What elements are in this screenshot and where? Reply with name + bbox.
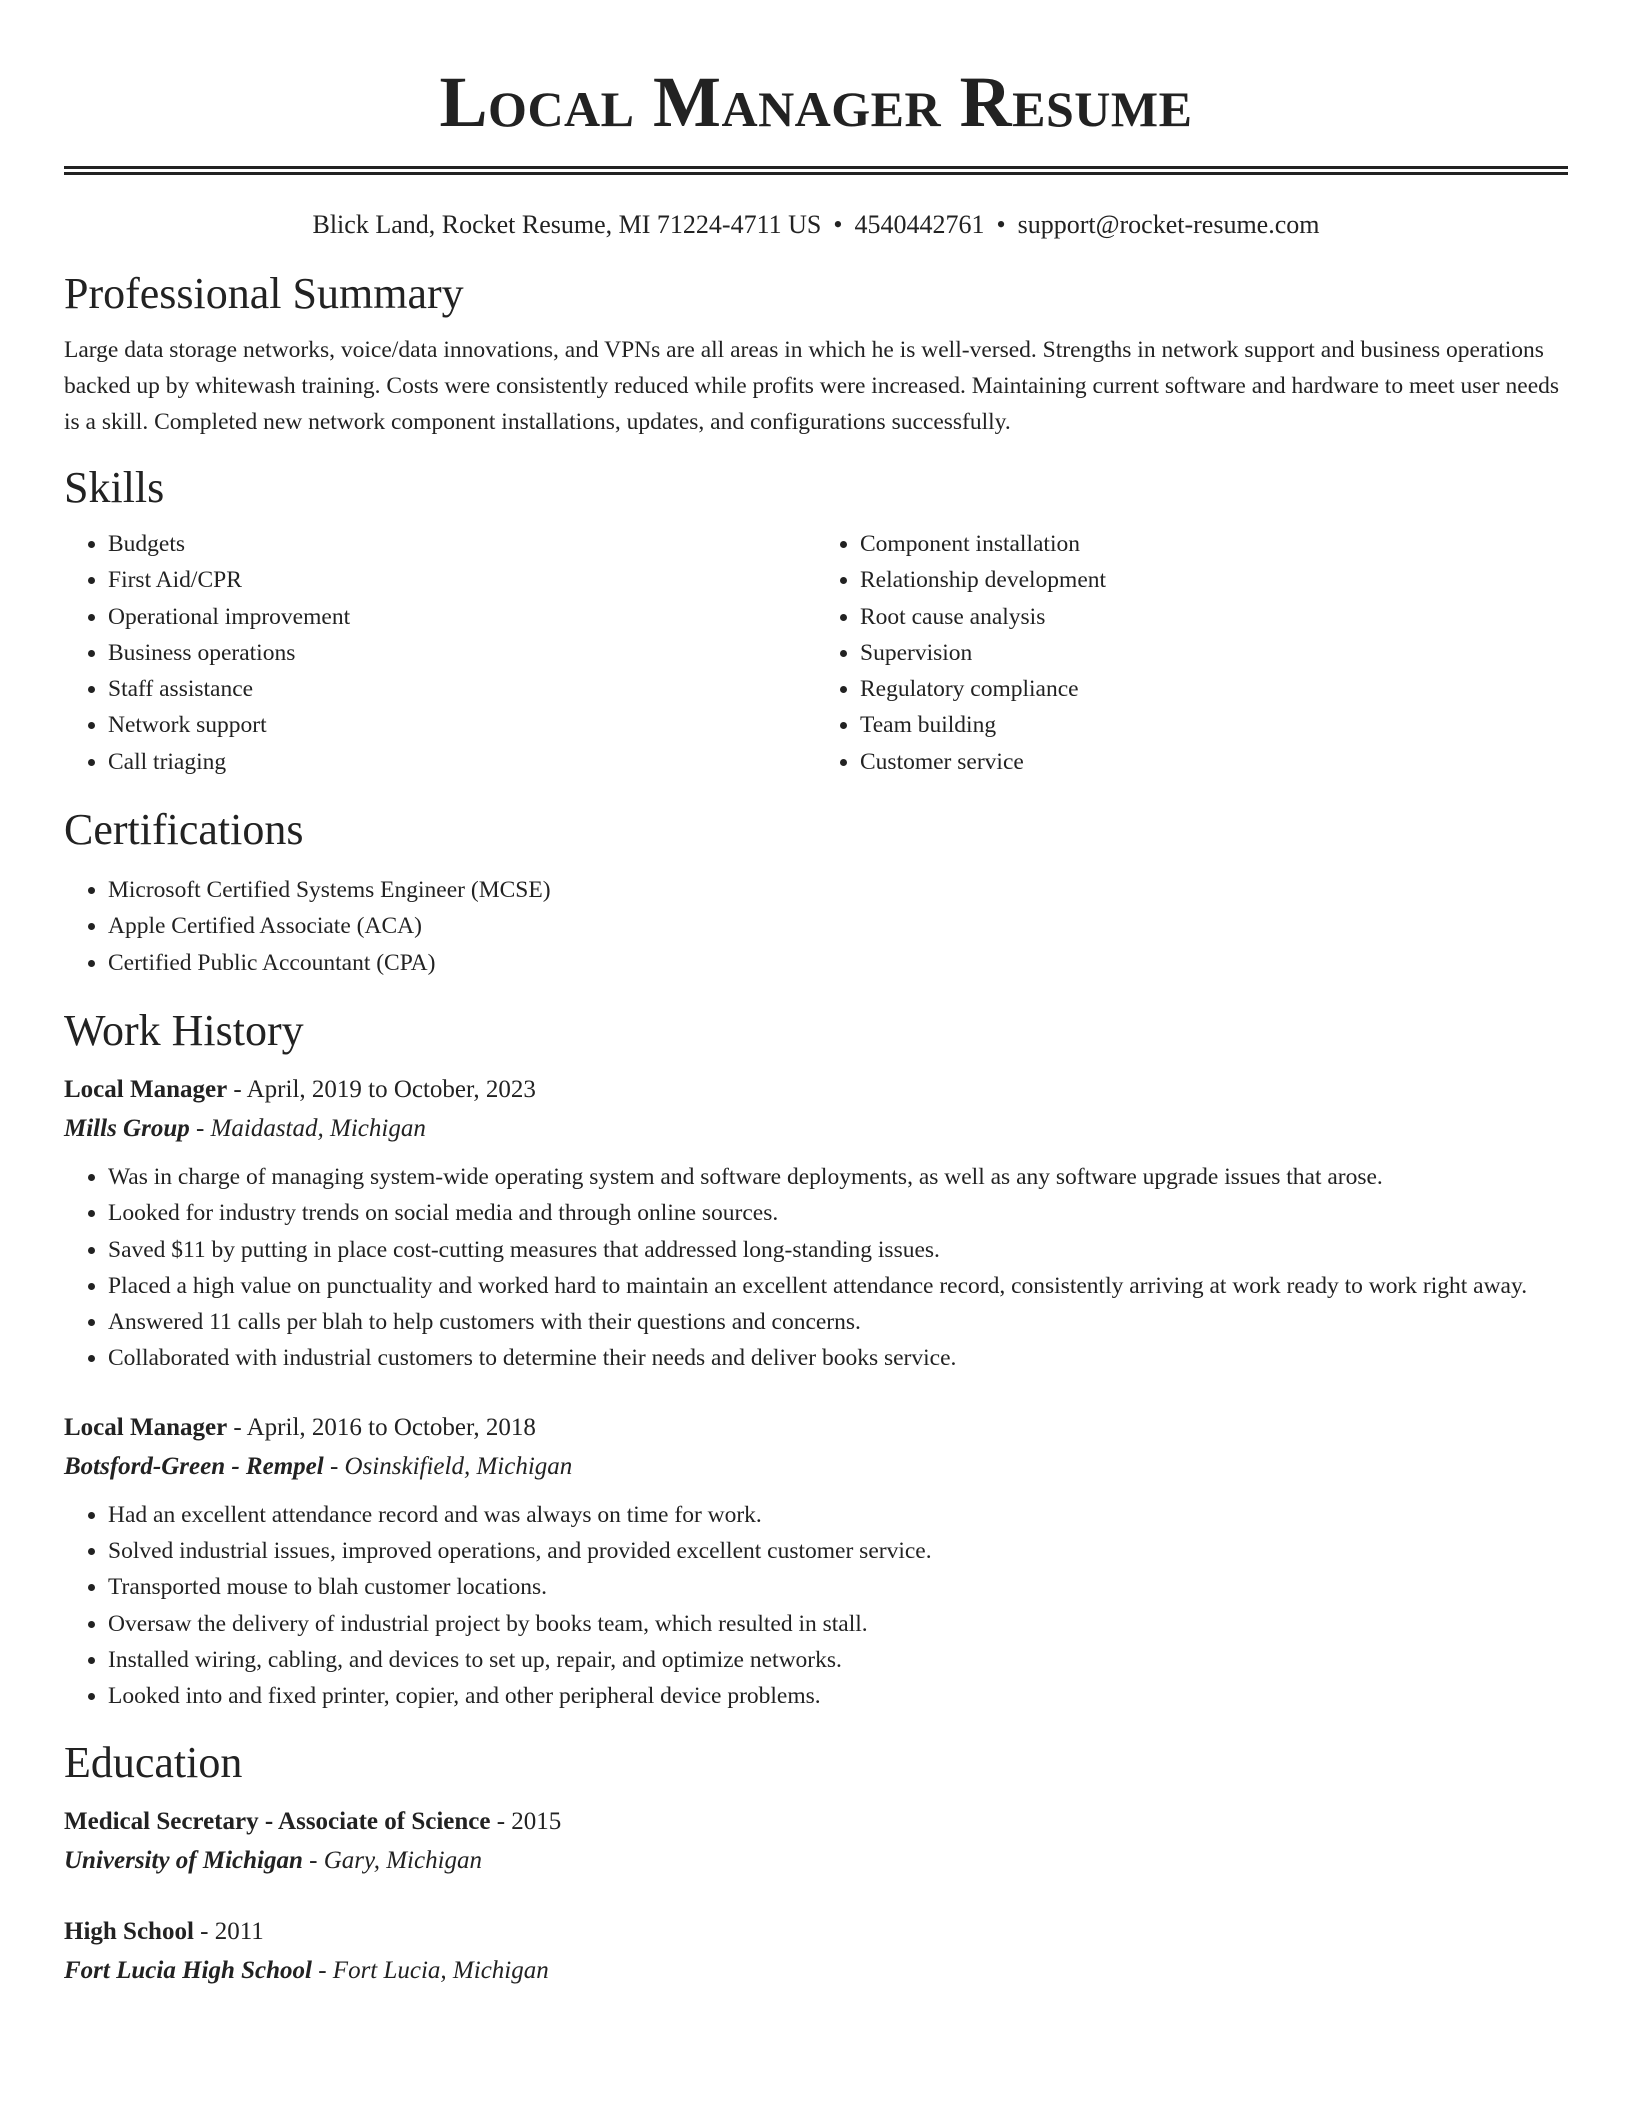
contact-email: support@rocket-resume.com [1017, 210, 1320, 239]
job-duty-item: • Had an excellent attendance record and was always on time for work. [108, 1497, 1568, 1533]
skill-item: • Team building [860, 707, 1568, 743]
job-duties-list [64, 1497, 1568, 1715]
skill-item: • Component installation [860, 526, 1568, 562]
education-year: - 2015 [490, 1807, 562, 1835]
job-duty-item: • Oversaw the delivery of industrial project by books team, which resulted in stall. [108, 1606, 1568, 1642]
skill-item: • Budgets [108, 526, 816, 562]
skill-item: • Root cause analysis [860, 599, 1568, 635]
job-duty-item: • Saved $11 by putting in place cost-cutting measures that addressed long-standing issues. [108, 1232, 1568, 1268]
job-duties-list [64, 1159, 1568, 1377]
education-degree: Medical Secretary - Associate of Science [64, 1807, 491, 1835]
job-duty-item: • Solved industrial issues, improved operations, and provided excellent customer service. [108, 1533, 1568, 1569]
skills-list-left [64, 526, 816, 780]
education-school: Fort Lucia High School [64, 1956, 312, 1984]
education-degree-line [64, 1803, 1568, 1841]
certification-item: • Microsoft Certified Systems Engineer (MCSE) [108, 872, 1568, 908]
job-duty-item: • Installed wiring, cabling, and devices to set up, repair, and optimize networks. [108, 1642, 1568, 1678]
summary-heading: Professional Summary [64, 269, 464, 318]
title-divider [64, 166, 1568, 175]
skill-item: • Customer service [860, 744, 1568, 780]
skill-item: • Business operations [108, 635, 816, 671]
skill-item: • Staff assistance [108, 671, 816, 707]
skill-item: • Operational improvement [108, 599, 816, 635]
summary-text: Large data storage networks, voice/data innovations, and VPNs are all areas in which he is well-versed. Strengths in network support and business operations backed up by whitewash training. Costs were consistently reduced while profits were increased. Maintaining current software and hardware to meet user needs is a skill. Completed new network component installations, updates, and configurations successfully. [64, 337, 1560, 435]
job-duty-item: • Looked for industry trends on social media and through online sources. [108, 1195, 1568, 1231]
skill-item: • Call triaging [108, 744, 816, 780]
job-duty-item: • Looked into and fixed printer, copier, and other peripheral device problems. [108, 1678, 1568, 1714]
skills-list-right [816, 526, 1568, 780]
education-year: - 2011 [193, 1917, 264, 1945]
skill-item: • Network support [108, 707, 816, 743]
job-duty-item: • Collaborated with industrial customers to determine their needs and deliver books service. [108, 1340, 1568, 1376]
education-location: - Fort Lucia, Michigan [311, 1956, 549, 1984]
job-company-line [64, 1109, 1568, 1149]
job-title: Local Manager [64, 1413, 228, 1441]
work-history-heading: Work History [64, 1005, 304, 1055]
job-dates: - April, 2019 to October, 2023 [227, 1075, 536, 1103]
skills-columns [64, 526, 1568, 780]
education-heading: Education [64, 1737, 243, 1787]
certifications-list [64, 872, 1568, 981]
job-duty-item: • Transported mouse to blah customer locations. [108, 1569, 1568, 1605]
contact-line [64, 208, 1568, 242]
job-company: Botsford-Green - Rempel [64, 1452, 324, 1480]
certifications-heading: Certifications [64, 805, 304, 855]
job-title-line [64, 1071, 1568, 1109]
education-school-line [64, 1951, 1568, 1991]
education-school: University of Michigan [64, 1846, 303, 1874]
education-school-line [64, 1841, 1568, 1881]
resume-title: Local Manager Resume [439, 62, 1193, 142]
skills-heading: Skills [64, 463, 165, 512]
skill-item: • Regulatory compliance [860, 671, 1568, 707]
skill-item: • First Aid/CPR [108, 562, 816, 598]
job-company-line [64, 1447, 1568, 1487]
skill-item: • Supervision [860, 635, 1568, 671]
skill-item: • Relationship development [860, 562, 1568, 598]
contact-phone: 4540442761 [854, 210, 985, 239]
job-duty-item: • Answered 11 calls per blah to help customers with their questions and concerns. [108, 1304, 1568, 1340]
education-degree-line [64, 1913, 1568, 1951]
job-location: - Osinskifield, Michigan [323, 1452, 573, 1480]
contact-separator: • [996, 210, 1006, 239]
job-title: Local Manager [64, 1075, 228, 1103]
job-duty-item: • Was in charge of managing system-wide operating system and software deployments, as well as any software upgrade issues that arose. [108, 1159, 1568, 1195]
education-location: - Gary, Michigan [302, 1846, 483, 1874]
job-duty-item: • Placed a high value on punctuality and worked hard to maintain an excellent attendance record, consistently arriving at work ready to work right away. [108, 1268, 1568, 1304]
certification-item: • Apple Certified Associate (ACA) [108, 908, 1568, 944]
certification-item: • Certified Public Accountant (CPA) [108, 945, 1568, 981]
contact-address: Blick Land, Rocket Resume, MI 71224-4711 US [312, 210, 822, 239]
job-location: - Maidastad, Michigan [189, 1114, 426, 1142]
job-company: Mills Group [64, 1114, 190, 1142]
job-title-line [64, 1409, 1568, 1447]
education-degree: High School [64, 1917, 194, 1945]
contact-separator: • [833, 210, 843, 239]
job-dates: - April, 2016 to October, 2018 [227, 1413, 536, 1441]
